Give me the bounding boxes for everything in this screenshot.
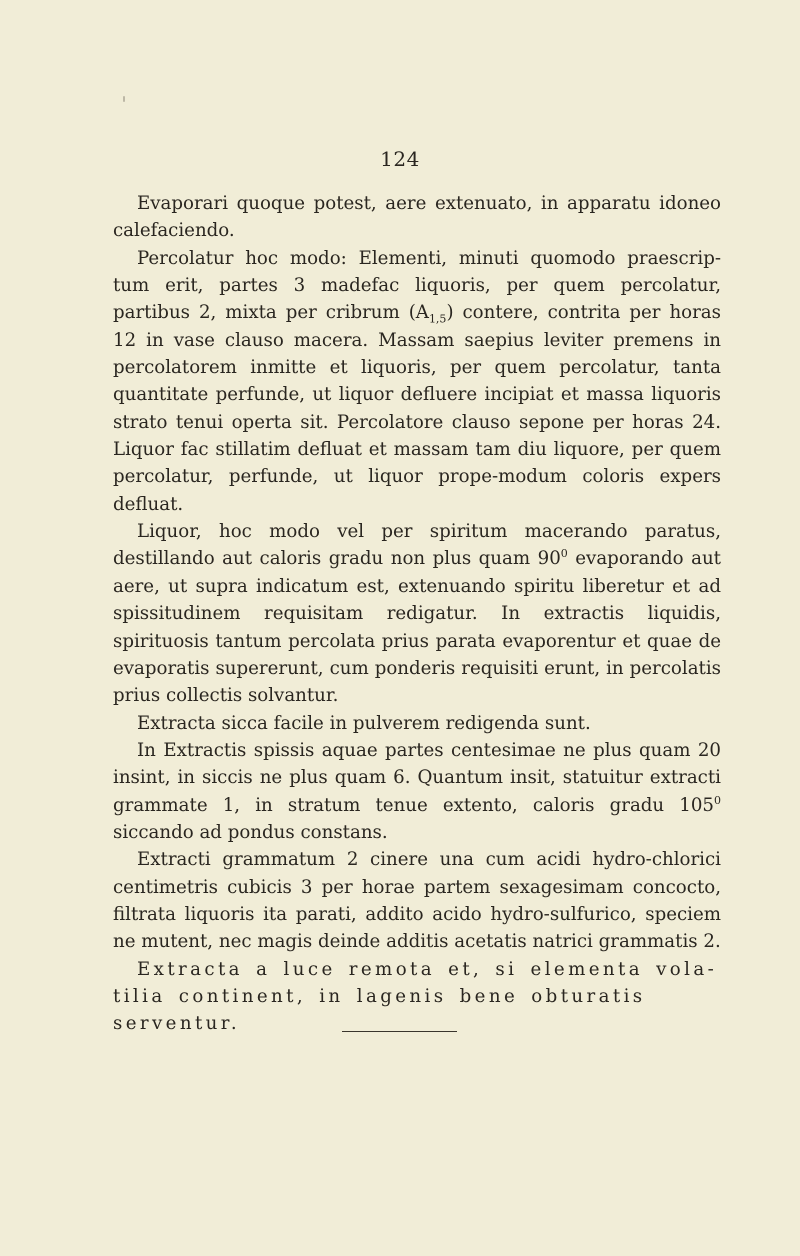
paragraph-water-content — [113, 737, 721, 846]
paragraph-percolation-text-2: ) contere, contrita per horas 12 in vase clauso macera. Massam saepius leviter premens in percolatorem inmitte et liquoris, per quem percolatur, tanta quantitate perfunde, ut liquor defluere incipiat et massa liquoris strato tenui operta sit. Percolatore clauso sepone per horas 24. Liquor fac stillatim defluat et massam tam diu liquore, per quem percolatur, perfunde, ut liquor prope-modum coloris expers defluat. — [113, 302, 721, 515]
paper-speck — [123, 96, 125, 102]
end-rule — [342, 1031, 457, 1032]
paragraph-liquor-text-2: evaporando aut aere, ut supra indicatum est, extenuando spiritu liberetur et ad spissitudinem requisitam redigatur. In extractis liquidis, spirituosis tantum percolata prius parata evaporentur et quae de evaporatis supererunt, cum ponderis requisiti erunt, in percolatis prius collectis solvantur. — [113, 548, 721, 707]
sieve-number-subscript: 1,5 — [428, 313, 447, 327]
paragraph-storage: Extracta a luce remota et, si elementa vola-tilia continent, in lagenis bene obturatis serventur. — [113, 958, 718, 1035]
page-number: 124 — [380, 147, 420, 171]
paragraph-percolation-text-1: Percolatur hoc modo: Elementi, minuti quomodo praescrip-tum erit, partes 3 madefac liquoris, per quem percolatur, partibus 2, mixta per cribrum (A — [113, 247, 721, 324]
paragraph-water-content-text-1: In Extractis spissis aquae partes centesimae ne plus quam 20 insint, in siccis ne plus quam 6. Quantum insit, statuitur extracti grammate 1, in stratum tenue extento, caloris gradu 105 — [113, 739, 721, 816]
paragraph-liquor-text-1: Liquor, hoc modo vel per spiritum macerando paratus, destillando aut caloris gradu non plus quam 90 — [113, 521, 721, 570]
degree-superscript: 0 — [560, 547, 568, 561]
paragraph-dry-extracts: Extracta sicca facile in pulverem redigenda sunt. — [137, 712, 591, 734]
paragraph-water-content-text-2: siccando ad pondus constans. — [113, 821, 388, 843]
paragraph-ash-test: Extracti grammatum 2 cinere una cum acidi hydro-chlorici centimetris cubicis 3 per horae partem sexagesimam concocto, filtrata liquoris ita parati, addito acido hydro-sulfurico, speciem ne mutent, nec magis deinde additis acetatis natrici grammatis 2. — [113, 849, 721, 953]
degree-superscript: 0 — [714, 793, 721, 807]
paragraph-percolation — [113, 245, 721, 518]
paragraph-evaporation: Evaporari quoque potest, aere extenuato, in apparatu idoneo calefaciendo. — [113, 193, 721, 242]
body-text — [113, 190, 721, 1038]
paragraph-liquor — [113, 518, 721, 709]
